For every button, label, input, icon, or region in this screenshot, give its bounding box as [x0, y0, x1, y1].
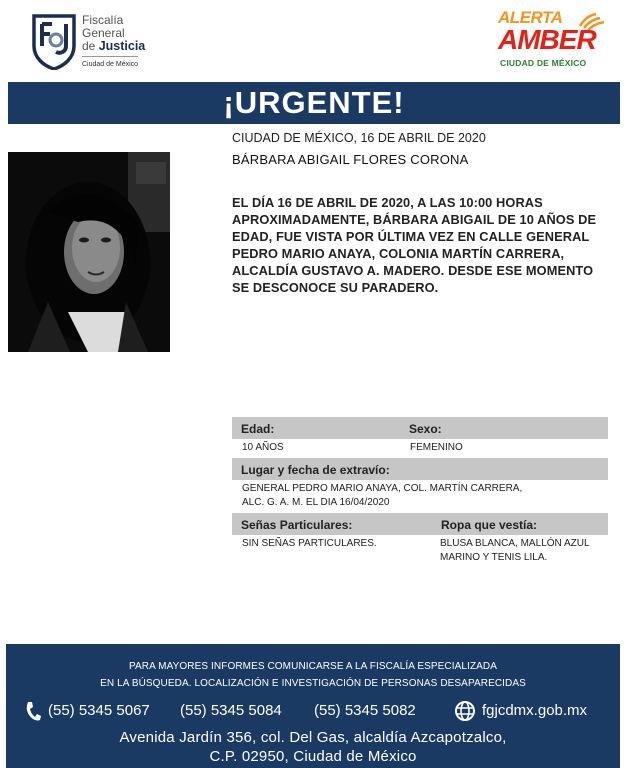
footer-address: [6, 728, 620, 766]
place-label: Lugar y fecha de extravío:: [232, 458, 608, 480]
clothes-label: Ropa que vestía:: [432, 513, 608, 535]
age-label: Edad:: [232, 417, 400, 439]
report-dateline: CIUDAD DE MÉXICO, 16 DE ABRIL DE 2020: [232, 131, 486, 145]
sex-label: Sexo:: [400, 417, 608, 439]
signal-waves-icon: [578, 10, 606, 30]
footer-info: [6, 658, 620, 692]
fgj-line3: [82, 40, 145, 53]
phone-number-3[interactable]: (55) 5345 5082: [314, 702, 416, 719]
fgj-line2: General: [82, 26, 125, 40]
address-line2: C.P. 02950, Ciudad de México: [209, 748, 417, 765]
fgj-line3-prefix: de: [82, 39, 99, 53]
sex-value: FEMENINO: [410, 442, 463, 453]
amber-line1: ALERTA: [498, 8, 563, 27]
alerta-amber-logo: [498, 8, 608, 72]
phone-icon: [24, 700, 42, 722]
fgj-wordmark: [82, 14, 145, 71]
website-link[interactable]: fgjcdmx.gob.mx: [482, 702, 588, 719]
clothes-value-line1: BLUSA BLANCA, MALLÓN AZUL: [440, 538, 590, 549]
marks-label: Señas Particulares:: [232, 513, 432, 535]
footer-contacts: [6, 700, 620, 724]
fgj-subtitle: Ciudad de México: [82, 56, 138, 71]
footer-info-line1: PARA MAYORES INFORMES COMUNICARSE A LA FISCALÍA ESPECIALIZADA: [128, 661, 498, 672]
phone-number-2[interactable]: (55) 5345 5084: [180, 702, 282, 719]
footer-info-line2: EN LA BÚSQUEDA. LOCALIZACIÓN E INVESTIGACIÓN DE PERSONAS DESAPARECIDAS: [100, 678, 526, 689]
portrait-image: [8, 152, 170, 352]
urgent-title: ¡URGENTE!: [223, 85, 405, 120]
clothes-value-line2: MARINO Y TENIS LILA.: [440, 552, 548, 563]
place-value-line2: ALC. G. A. M. EL DIA 16/04/2020: [242, 497, 390, 508]
report-narrative: EL DÍA 16 DE ABRIL DE 2020, A LAS 10:00 HORAS APROXIMADAMENTE, BÁRBARA ABIGAIL DE 10 AÑOS DE EDAD, FUE VISTA POR ÚLTIMA VEZ EN CALLE GENERAL PEDRO MARIO ANAYA, COLONIA MARTÍN CARRERA, ALCALDÍA GUSTAVO A. MADERO. DESDE ESE MOMENTO SE DESCONOCE SU PARADERO.: [232, 195, 597, 295]
missing-person-name: BÁRBARA ABIGAIL FLORES CORONA: [232, 152, 469, 167]
fgj-emblem-icon: [30, 12, 78, 70]
age-value: 10 AÑOS: [242, 442, 284, 453]
missing-person-photo: [8, 152, 170, 352]
fgj-logo: [30, 12, 160, 72]
marks-value: SIN SEÑAS PARTICULARES.: [242, 538, 377, 549]
globe-icon: [454, 700, 476, 722]
urgent-banner: [8, 82, 620, 124]
address-line1: Avenida Jardín 356, col. Del Gas, alcaldía Azcapotzalco,: [119, 729, 507, 746]
fgj-line1: Fiscalía: [82, 13, 124, 27]
phone-number-1[interactable]: (55) 5345 5067: [48, 702, 150, 719]
amber-line3: CIUDAD DE MÉXICO: [500, 58, 587, 68]
amber-line2: AMBER: [498, 24, 596, 55]
fgj-line3-strong: Justicia: [98, 39, 146, 53]
place-value-line1: GENERAL PEDRO MARIO ANAYA, COL. MARTÍN CARRERA,: [242, 483, 523, 494]
contact-footer: [6, 644, 620, 768]
